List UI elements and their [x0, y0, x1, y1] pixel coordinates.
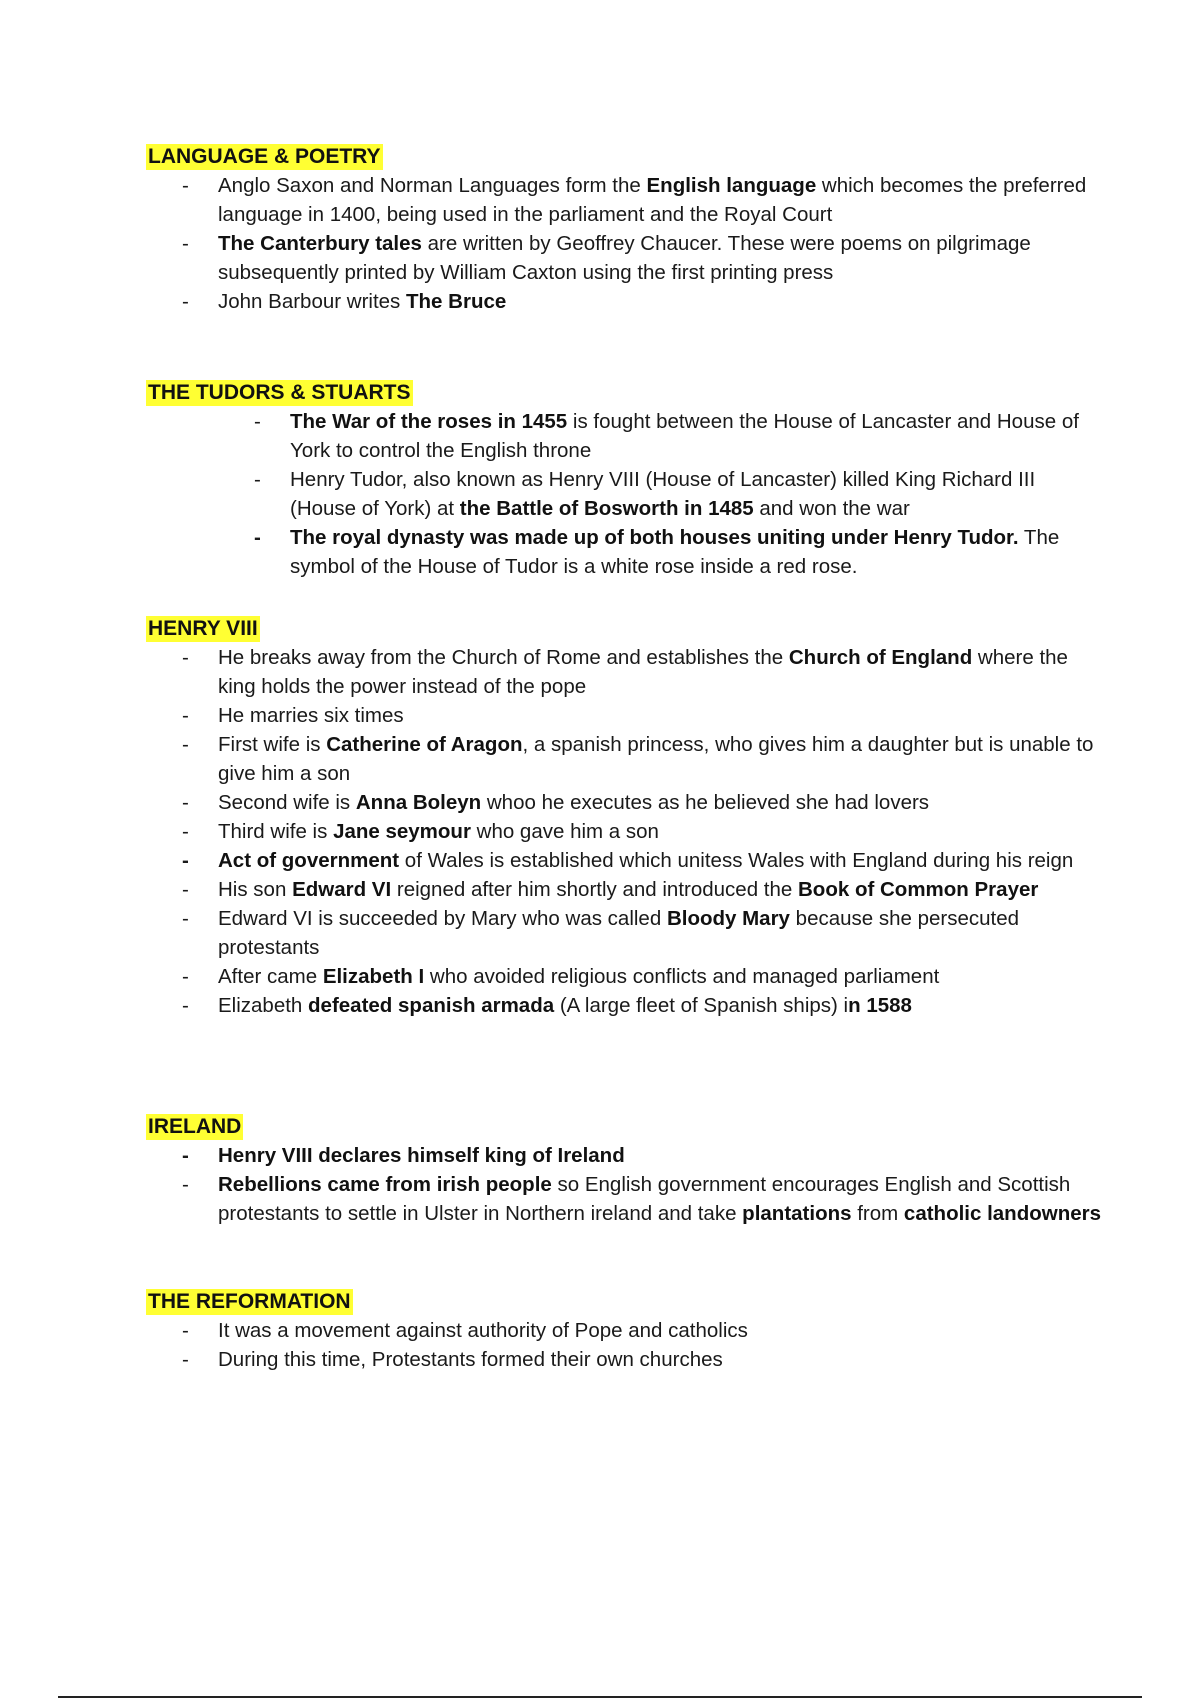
bullet-dash: -	[182, 820, 189, 843]
list-item: - Elizabeth defeated spanish armada (A large fleet of Spanish ships) in 1588	[146, 991, 1106, 1020]
bullet-dash: -	[182, 849, 189, 872]
section-tudors-stuarts	[146, 380, 1106, 581]
list-item: - First wife is Catherine of Aragon, a spanish princess, who gives him a daughter but is unable to give him a son	[146, 730, 1106, 788]
bullet-dash: -	[182, 878, 189, 901]
bullet-dash: -	[182, 290, 189, 313]
list-item: - Act of government of Wales is established which unitess Wales with England during his reign	[146, 846, 1106, 875]
list-item: - Second wife is Anna Boleyn whoo he executes as he believed she had lovers	[146, 788, 1106, 817]
list-item: - He marries six times	[146, 701, 1106, 730]
section-ireland	[146, 1114, 1106, 1228]
bullet-list	[146, 1141, 1106, 1228]
bullet-dash: -	[182, 1144, 189, 1167]
section-heading: LANGUAGE & POETRY	[148, 145, 381, 168]
bullet-list	[146, 171, 1106, 316]
bullet-dash: -	[182, 994, 189, 1017]
bullet-dash: -	[182, 1348, 189, 1371]
bullet-dash: -	[182, 733, 189, 756]
bullet-dash: -	[182, 174, 189, 197]
bullet-dash: -	[182, 1319, 189, 1342]
list-item: - The royal dynasty was made up of both houses uniting under Henry Tudor. The symbol of the House of Tudor is a white rose inside a red rose.	[146, 523, 1106, 581]
list-item: - Third wife is Jane seymour who gave him a son	[146, 817, 1106, 846]
list-item: - John Barbour writes The Bruce	[146, 287, 1106, 316]
bullet-dash: -	[182, 646, 189, 669]
list-item: - The War of the roses in 1455 is fought between the House of Lancaster and House of York to control the English throne	[146, 407, 1106, 465]
footer-rule	[58, 1696, 1142, 1698]
bullet-dash: -	[182, 704, 189, 727]
section-heading: HENRY VIII	[148, 617, 258, 640]
bullet-dash: -	[182, 791, 189, 814]
bullet-dash: -	[254, 526, 261, 549]
section-reformation	[146, 1289, 1106, 1374]
list-item: - Henry VIII declares himself king of Ireland	[146, 1141, 1106, 1170]
list-item: - He breaks away from the Church of Rome and establishes the Church of England where the king holds the power instead of the pope	[146, 643, 1106, 701]
list-item: - His son Edward VI reigned after him shortly and introduced the Book of Common Prayer	[146, 875, 1106, 904]
bullet-list	[146, 407, 1106, 581]
bullet-dash: -	[182, 232, 189, 255]
bullet-dash: -	[254, 468, 261, 491]
list-item: - It was a movement against authority of Pope and catholics	[146, 1316, 1106, 1345]
list-item: - After came Elizabeth I who avoided religious conflicts and managed parliament	[146, 962, 1106, 991]
bullet-dash: -	[182, 907, 189, 930]
bullet-list	[146, 1316, 1106, 1374]
list-item: - Rebellions came from irish people so English government encourages English and Scottish protestants to settle in Ulster in Northern ireland and take plantations from catholic landowners	[146, 1170, 1106, 1228]
section-heading: IRELAND	[148, 1115, 242, 1138]
bullet-dash: -	[254, 410, 261, 433]
section-language-poetry	[146, 144, 1106, 316]
bullet-dash: -	[182, 965, 189, 988]
section-henry-viii	[146, 616, 1106, 1020]
bullet-dash: -	[182, 1173, 189, 1196]
list-item: - During this time, Protestants formed their own churches	[146, 1345, 1106, 1374]
section-heading: THE TUDORS & STUARTS	[148, 381, 411, 404]
section-heading: THE REFORMATION	[148, 1290, 351, 1313]
bullet-list	[146, 643, 1106, 1020]
list-item: - Anglo Saxon and Norman Languages form the English language which becomes the preferred language in 1400, being used in the parliament and the Royal Court	[146, 171, 1106, 229]
list-item: - Henry Tudor, also known as Henry VIII (House of Lancaster) killed King Richard III (House of York) at the Battle of Bosworth in 1485 and won the war	[146, 465, 1106, 523]
list-item: - Edward VI is succeeded by Mary who was called Bloody Mary because she persecuted protestants	[146, 904, 1106, 962]
list-item: - The Canterbury tales are written by Geoffrey Chaucer. These were poems on pilgrimage subsequently printed by William Caxton using the first printing press	[146, 229, 1106, 287]
